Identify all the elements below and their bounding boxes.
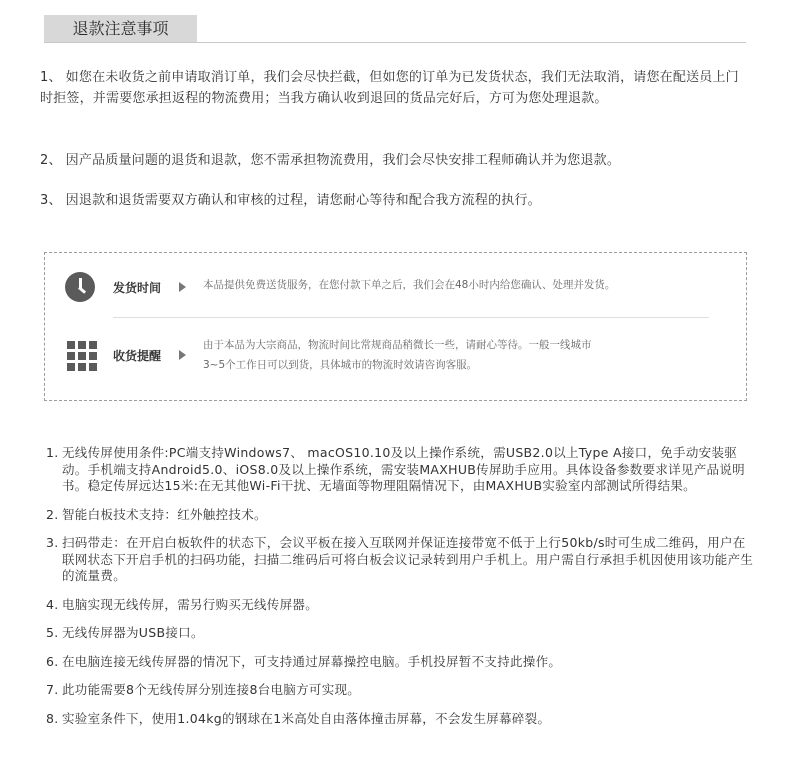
spec-note: 2. 智能白板技术支持：红外触控技术。 [46,506,267,522]
spec-note: 6. 在电脑连接无线传屏器的情况下，可支持通过屏幕操控电脑。手机投屏暂不支持此操作。 [46,653,562,669]
delivery-info-box [44,252,747,401]
refund-notice-2 [40,150,752,171]
clock-icon [65,272,95,302]
notice-text: 因产品质量问题的退货和退款，您不需承担物流费用，我们会尽快安排工程师确认并为您退款。 [65,153,621,168]
notice-text: 因退款和退货需要双方确认和审核的过程，请您耐心等待和配合我方流程的执行。 [65,193,541,208]
notice-text: 如您在未收货之前申请取消订单，我们会尽快拦截，但如您的订单为已发货状态，我们无法取消，请您在配送员上门时拒签，并需要您承担返程的物流费用；当我方确认收到退回的货品完好后，方可为您处理退款。 [40,70,739,106]
title-divider [44,42,746,43]
arrow-right-icon [179,350,186,360]
spec-note: 5. 无线传屏器为USB接口。 [46,625,204,640]
spec-notes-list [46,445,758,739]
delivery-time-text: 本品提供免费送货服务，在您付款下单之后，我们会在48小时内给您确认、处理并发货。 [203,279,616,291]
notice-number: 2、 [40,153,62,168]
spec-note: 1. 无线传屏使用条件:PC端支持Windows7、 macOS10.10及以上操作系统，需USB2.0以上Type A接口，免手动安装驱动。手机端支持Android5.0、iOS8.0及以上操作系统，需安装MAXHUB传屏助手应用。具体设备参数要求详见产品说明书。稳定传屏远达15米:在无其他Wi-Fi干扰、无墙面等物理阻隔情况下，由MAXHUB实验室内部测试所得结果。 [46,445,745,493]
spec-note: 7. 此功能需要8个无线传屏分别连接8台电脑方可实现。 [46,682,361,697]
spec-note: 4. 电脑实现无线传屏，需另行购买无线传屏器。 [46,596,319,612]
refund-notice-3 [40,190,752,211]
notice-number: 1、 [40,70,62,85]
receipt-reminder-line-1: 由于本品为大宗商品，物流时间比常规商品稍微长一些，请耐心等待。一般一线城市 [203,339,592,351]
arrow-right-icon [179,282,186,292]
spec-note: 8. 实验室条件下，使用1.04kg的钢球在1米高处自由落体撞击屏幕，不会发生屏幕碎裂。 [46,710,551,726]
delivery-divider [113,317,709,318]
refund-notice-1 [40,67,752,109]
delivery-time-label: 发货时间 [113,281,162,295]
receipt-reminder-label: 收货提醒 [113,349,162,363]
receipt-reminder-text [203,335,723,375]
notice-number: 3、 [40,193,62,208]
receipt-reminder-line-2: 3~5个工作日可以到货，具体城市的物流时效请咨询客服。 [203,359,478,371]
spec-note: 3. 扫码带走：在开启白板软件的状态下，会议平板在接入互联网并保证连接带宽不低于上行50kb/s时可生成二维码，用户在联网状态下开启手机的扫码功能，扫描二维码后可将白板会议记录转到用户手机上。用户需自行承担手机因使用该功能产生的流量费。 [46,535,754,583]
grid-icon [65,339,95,369]
section-title: 退款注意事项 [44,15,197,43]
